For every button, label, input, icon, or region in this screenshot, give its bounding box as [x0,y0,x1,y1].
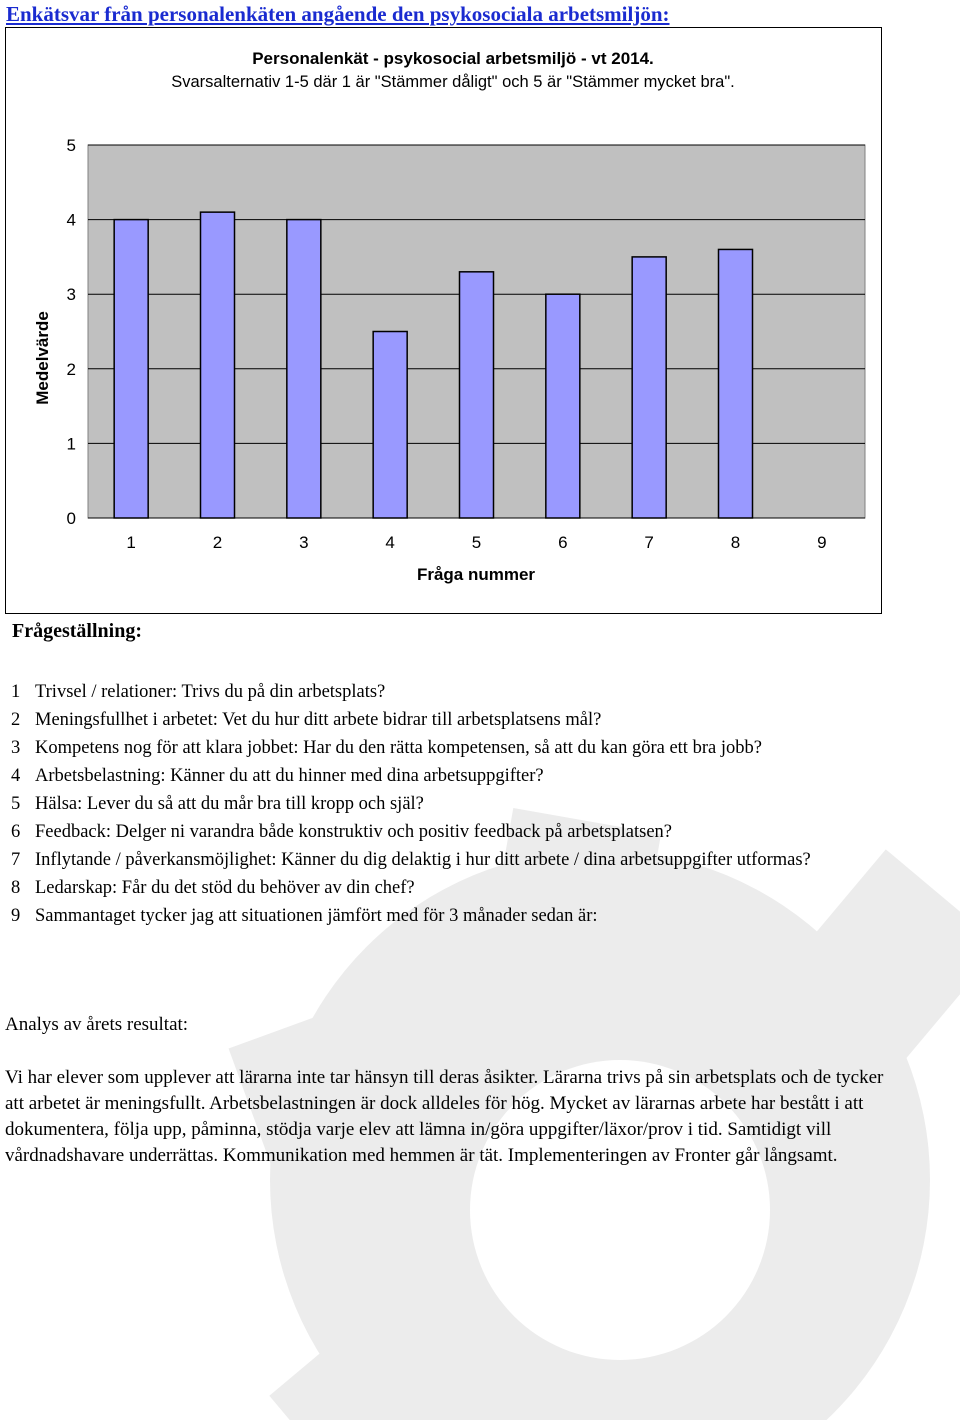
y-tick-label: 2 [66,359,76,379]
bar-chart [6,28,881,613]
question-item [11,763,911,789]
question-number: 1 [11,682,21,702]
analysis-paragraph: Vi har elever som upplever att lärarna inte tar hänsyn till deras åsikter. Lärarna trivs på sin arbetsplats och de tycker att arbetet är meningsfullt. Arbetsbelastningen är dock alldeles för hög. Mycket av lärarnas arbete har bestått i att dokumentera, följa upp, påminna, stödja varje elev att lämna in/göra uppgifter/läxor/prov i tid. Samtidigt vill vårdnadshavare underrättas. Kommunikation med hemmen är tät. Implementeringen av Fronter går långsamt. [5,1067,884,1166]
question-item [11,735,911,761]
x-axis-label: Fråga nummer [416,565,536,584]
x-tick-label: 9 [817,533,827,552]
analysis-heading: Analys av årets resultat: [5,1014,189,1035]
y-tick-label: 3 [66,285,76,305]
bar-q3 [287,220,321,518]
question-list [11,679,911,931]
question-text: Trivsel / relationer: Trivs du på din arbetsplats? [35,682,386,702]
question-item [11,875,911,901]
y-tick-label: 4 [66,210,76,230]
y-axis-label: Medelvärde [33,311,52,405]
questions-heading: Frågeställning: [12,620,142,642]
chart-title: Personalenkät - psykosocial arbetsmiljö - vt 2014. [252,49,654,68]
bar-q7 [632,257,666,518]
x-tick-label: 4 [385,533,395,552]
bar-q1 [114,220,148,518]
question-text: Inflytande / påverkansmöjlighet: Känner du dig delaktig i hur ditt arbete / dina arbetsuppgifter utformas? [35,850,811,870]
x-tick-label: 3 [299,533,309,552]
question-number: 8 [11,878,21,898]
question-text: Arbetsbelastning: Känner du att du hinner med dina arbetsuppgifter? [35,766,544,786]
y-tick-label: 0 [66,509,76,528]
page-heading: Enkätsvar från personalenkäten angående den psykosociala arbetsmiljön: [6,2,670,26]
question-number: 4 [11,766,21,786]
x-tick-label: 7 [644,533,654,552]
question-text: Sammantaget tycker jag att situationen jämfört med för 3 månader sedan är: [35,906,598,926]
question-item [11,819,911,845]
question-number: 7 [11,850,21,870]
chart-container [5,27,882,614]
bar-q6 [546,294,580,518]
question-item [11,679,911,705]
question-text: Feedback: Delger ni varandra både konstruktiv och positiv feedback på arbetsplatsen? [35,822,672,842]
question-number: 6 [11,822,21,842]
question-text: Hälsa: Lever du så att du mår bra till kropp och själ? [35,794,424,814]
y-tick-label: 5 [66,136,76,155]
bar-q2 [201,212,235,518]
question-number: 9 [11,906,21,926]
question-item [11,847,911,873]
chart-subtitle: Svarsalternativ 1-5 där 1 är "Stämmer dåligt" och 5 är "Stämmer mycket bra". [171,73,735,91]
question-item [11,903,911,929]
question-text: Kompetens nog för att klara jobbet: Har du den rätta kompetensen, så att du kan göra ett bra jobb? [35,738,762,758]
bar-q8 [719,249,753,518]
question-item [11,791,911,817]
bar-q4 [373,332,407,519]
question-number: 2 [11,710,21,730]
x-tick-label: 8 [730,533,741,552]
question-item [11,707,911,733]
question-number: 3 [11,738,21,758]
x-tick-label: 2 [212,533,223,552]
x-tick-label: 6 [558,533,568,552]
question-number: 5 [11,794,21,814]
y-tick-label: 1 [66,434,76,454]
bar-q5 [460,272,494,518]
x-tick-label: 5 [471,533,482,552]
question-text: Meningsfullhet i arbetet: Vet du hur ditt arbete bidrar till arbetsplatsens mål? [35,710,602,730]
x-tick-label: 1 [126,533,136,552]
question-text: Ledarskap: Får du det stöd du behöver av din chef? [35,878,415,898]
